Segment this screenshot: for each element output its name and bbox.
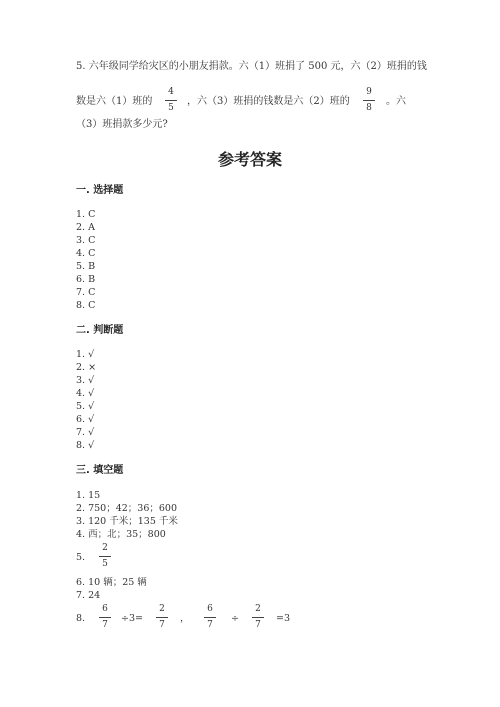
judge-answer-4: 4. √ [76, 388, 95, 399]
section-judge-title: 二. 判断题 [76, 325, 124, 336]
fraction-six-sevenths-second [203, 605, 217, 630]
fraction-bar [99, 556, 111, 557]
fraction-bar [165, 100, 177, 101]
fraction-two-fifths [98, 544, 112, 569]
judge-answer-5: 5. √ [76, 401, 95, 412]
problem-line-2c: 。六 [386, 96, 406, 107]
division-by-three: ÷3= [121, 613, 143, 624]
fraction-numerator: 6 [207, 604, 213, 614]
problem-line-1: 5. 六年级同学给灾区的小朋友捐款。六（1）班捐了 500 元，六（2）班捐的钱 [76, 61, 427, 72]
fraction-numerator: 4 [168, 87, 174, 97]
fraction-bar [156, 617, 168, 618]
judge-answer-3: 3. √ [76, 375, 95, 386]
choice-answer-7: 7. C [76, 287, 96, 298]
fraction-denominator: 8 [366, 102, 372, 113]
fraction-two-sevenths [155, 605, 169, 630]
fill-answer-3: 3. 120 千米；135 千米 [76, 516, 178, 527]
choice-answer-6: 6. B [76, 274, 96, 285]
problem-line-3: （3）班捐款多少元? [76, 119, 168, 130]
fill-answer-6: 6. 10 辆；25 辆 [76, 577, 147, 588]
fraction-numerator: 2 [255, 604, 261, 614]
choice-answer-5: 5. B [76, 261, 96, 272]
fraction-four-fifths [164, 88, 178, 113]
judge-answer-6: 6. √ [76, 414, 95, 425]
judge-answer-2: 2. × [76, 362, 97, 373]
fraction-numerator: 9 [366, 87, 372, 97]
fraction-bar [99, 617, 111, 618]
fill-answer-4: 4. 西；北；35；800 [76, 529, 166, 540]
fraction-denominator: 7 [255, 619, 261, 630]
result-equals-three: =3 [276, 613, 291, 624]
choice-answer-3: 3. C [76, 235, 96, 246]
choice-answer-1: 1. C [76, 209, 96, 220]
fill-answer-7: 7. 24 [76, 590, 101, 601]
fraction-bar [363, 100, 375, 101]
comma-separator: ， [180, 613, 190, 624]
choice-answer-4: 4. C [76, 248, 96, 259]
fill-answer-5-label: 5. [76, 552, 86, 563]
choice-answer-8: 8. C [76, 300, 96, 311]
problem-line-2a: 数是六（1）班的 [76, 96, 153, 107]
fraction-numerator: 2 [102, 543, 108, 553]
fraction-bar [204, 617, 216, 618]
section-fill-title: 三. 填空题 [76, 465, 124, 476]
fraction-denominator: 5 [168, 102, 174, 113]
fraction-denominator: 7 [102, 619, 108, 630]
fraction-denominator: 5 [102, 558, 108, 569]
fraction-nine-eighths [362, 88, 376, 113]
fill-answer-1: 1. 15 [76, 490, 101, 501]
fill-answer-2: 2. 750；42；36；600 [76, 503, 178, 514]
fraction-bar [252, 617, 264, 618]
fraction-numerator: 6 [102, 604, 108, 614]
fill-answer-8-label: 8. [76, 613, 86, 624]
answer-title: 参考答案 [217, 150, 282, 169]
judge-answer-7: 7. √ [76, 427, 95, 438]
fraction-numerator: 2 [159, 604, 165, 614]
fraction-six-sevenths [98, 605, 112, 630]
fraction-two-sevenths-second [251, 605, 265, 630]
judge-answer-1: 1. √ [76, 349, 95, 360]
division-sign: ÷ [231, 613, 239, 624]
choice-answer-2: 2. A [76, 222, 95, 233]
problem-line-2b: ，六（3）班捐的钱数是六（2）班的 [187, 96, 350, 107]
fraction-denominator: 7 [159, 619, 165, 630]
section-choice-title: 一. 选择题 [76, 185, 124, 196]
judge-answer-8: 8. √ [76, 440, 95, 451]
fraction-denominator: 7 [207, 619, 213, 630]
